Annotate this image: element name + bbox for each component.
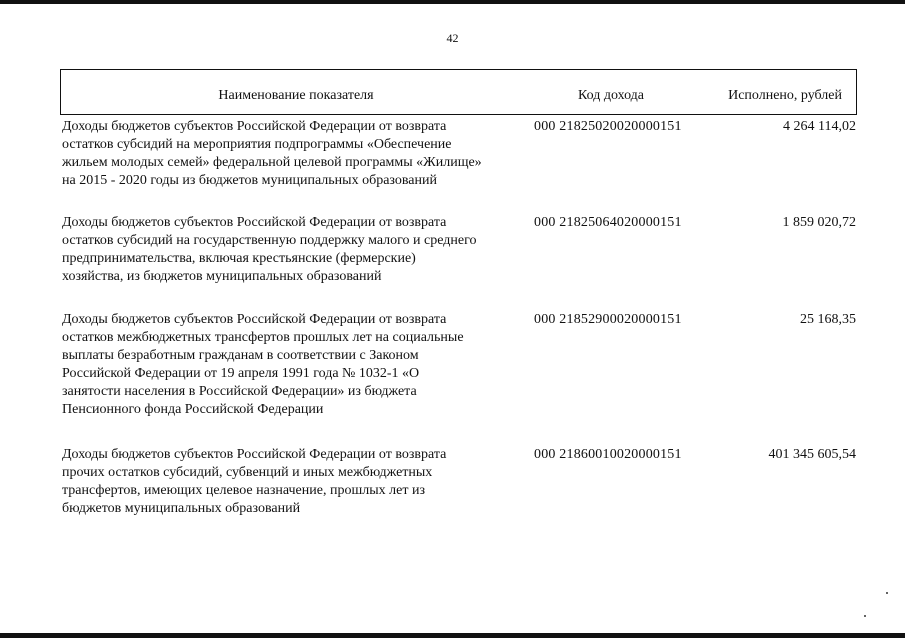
row-description-line: занятости населения в Российской Федерации» из бюджета — [62, 384, 417, 399]
top-border-bar — [0, 0, 905, 4]
row-description — [62, 214, 530, 286]
row-description-line: остатков субсидий на государственную поддержку малого и среднего — [62, 233, 477, 248]
row-description-line: Российской Федерации от 19 апреля 1991 года № 1032-1 «О — [62, 366, 420, 381]
row-amount: 25 168,35 — [800, 312, 856, 327]
row-description-line: Доходы бюджетов субъектов Российской Федерации от возврата — [62, 447, 447, 462]
header-name: Наименование показателя — [218, 88, 374, 103]
row-code: 000 21860010020000151 — [534, 447, 682, 462]
row-description-line: выплаты безработным гражданам в соответствии с Законом — [62, 348, 419, 363]
header-code: Код дохода — [577, 88, 645, 103]
row-description-line: предпринимательства, включая крестьянские (фермерские) — [62, 251, 416, 266]
scan-speck — [864, 615, 866, 617]
row-amount: 1 859 020,72 — [782, 215, 856, 230]
row-amount: 401 345 605,54 — [768, 447, 856, 462]
row-description-line: на 2015 - 2020 годы из бюджетов муниципальных образований — [62, 173, 437, 188]
row-description-line: трансфертов, имеющих целевое назначение, прошлых лет из — [62, 483, 425, 498]
row-code: 000 21825064020000151 — [534, 215, 682, 230]
bottom-border-bar — [0, 633, 905, 638]
row-description — [62, 446, 530, 518]
row-description-line: жильем молодых семей» федеральной целевой программы «Жилище» — [62, 155, 482, 170]
row-description-line: прочих остатков субсидий, субвенций и иных межбюджетных — [62, 465, 433, 480]
row-amount: 4 264 114,02 — [783, 119, 856, 134]
row-description-line: Пенсионного фонда Российской Федерации — [62, 402, 324, 417]
table-header — [60, 69, 857, 115]
row-description-line: остатков субсидий на мероприятия подпрограммы «Обеспечение — [62, 137, 452, 152]
row-description — [62, 118, 530, 190]
row-description-line: хозяйства, из бюджетов муниципальных образований — [62, 269, 382, 284]
row-description-line: Доходы бюджетов субъектов Российской Федерации от возврата — [62, 119, 447, 134]
row-description — [62, 311, 530, 419]
row-description-line: остатков межбюджетных трансфертов прошлых лет на социальные — [62, 330, 464, 345]
row-description-line: Доходы бюджетов субъектов Российской Федерации от возврата — [62, 312, 447, 327]
scan-speck — [886, 592, 888, 594]
header-amount: Исполнено, рублей — [728, 88, 842, 103]
row-code: 000 21825020020000151 — [534, 119, 682, 134]
row-code: 000 21852900020000151 — [534, 312, 682, 327]
page-number: 42 — [446, 31, 459, 45]
row-description-line: бюджетов муниципальных образований — [62, 501, 301, 516]
row-description-line: Доходы бюджетов субъектов Российской Федерации от возврата — [62, 215, 447, 230]
